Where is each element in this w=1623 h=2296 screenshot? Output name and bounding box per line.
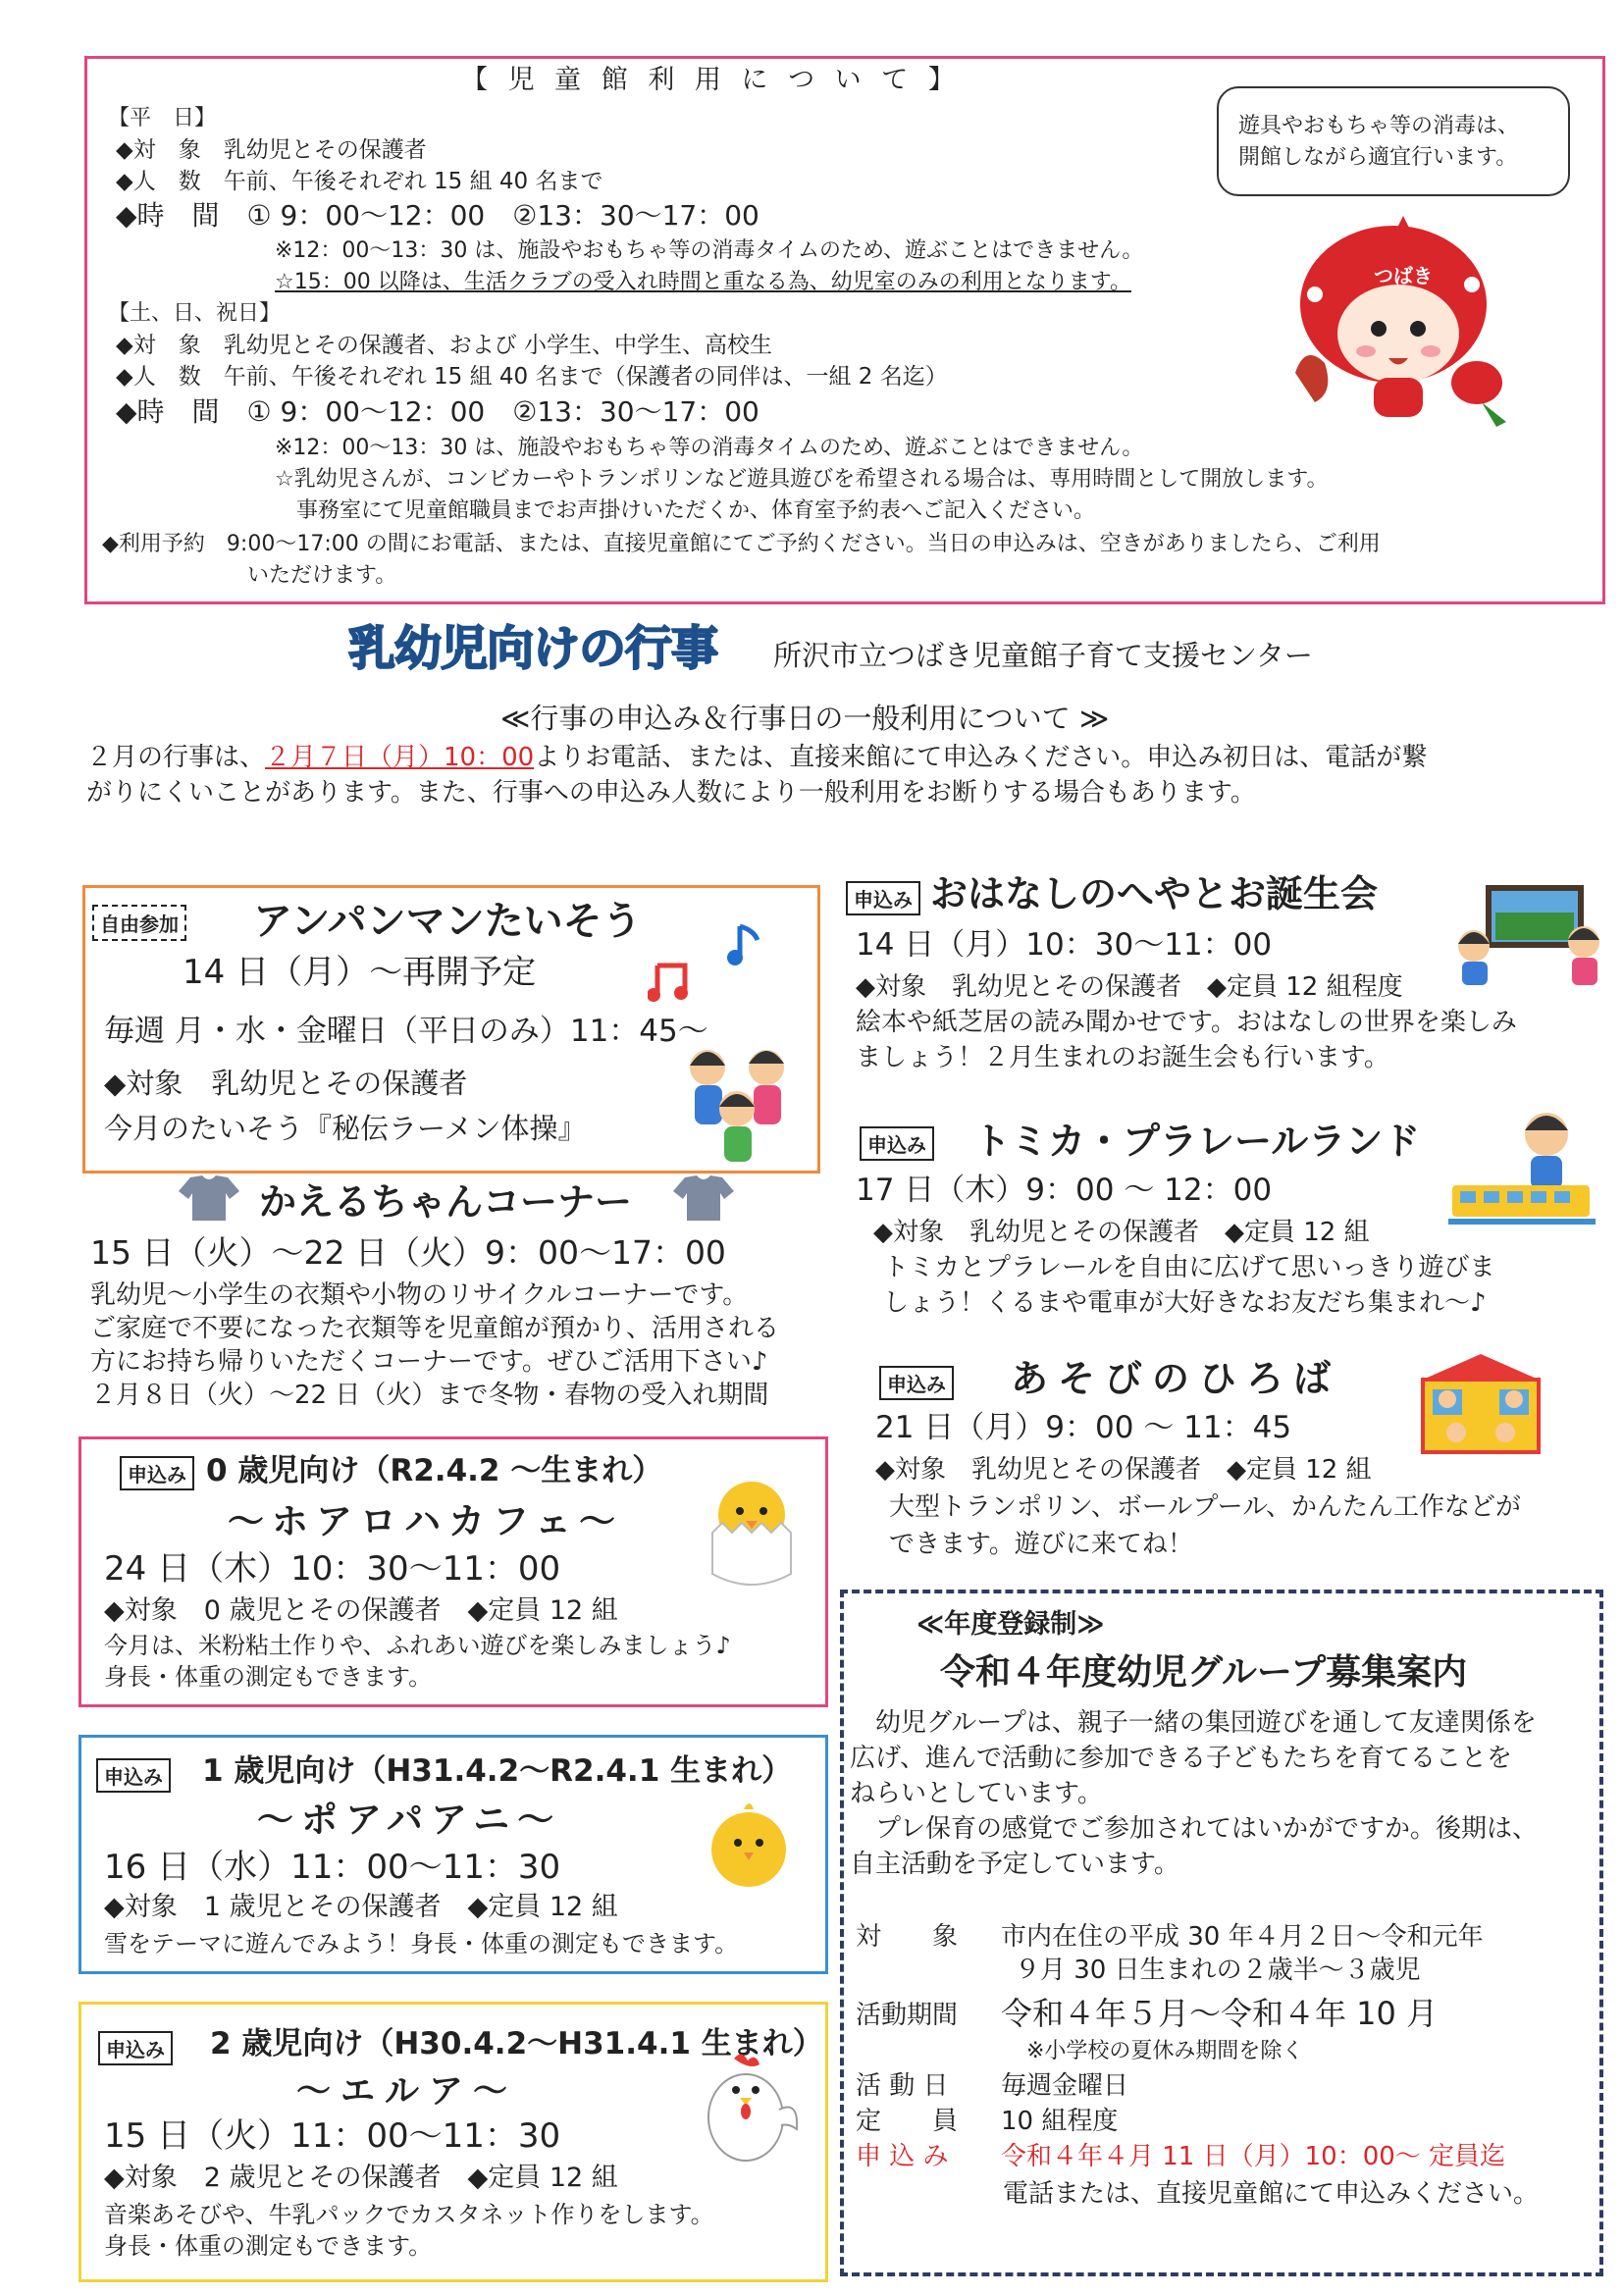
age2-date: 15 日（火）11：00～11：30: [104, 2116, 561, 2156]
group-target-value-1: 市内在住の平成 30 年４月２日～令和元年: [1001, 1922, 1484, 1952]
free-join-tag: 自由参加: [92, 905, 186, 941]
ohanashi-date: 14 日（月）10：30～11：00: [856, 927, 1273, 963]
age2-apply-tag: 申込み: [98, 2031, 173, 2065]
group-day-value: 毎週金曜日: [1001, 2071, 1129, 2101]
weekday-note-2: ☆15：00 以降は、生活クラブの受入れ時間と重なる為、幼児室のみの利用となります。: [275, 270, 1131, 294]
mascot-name: つばき: [1374, 264, 1433, 287]
age0-name: ～ホアロハカフェ～: [228, 1500, 624, 1542]
speech-bubble: [1217, 86, 1570, 196]
group-title: 令和４年度幼児グループ募集案内: [940, 1652, 1468, 1693]
asobi-target: ◆対象 乳幼児とその保護者 ◆定員 12 組: [875, 1455, 1372, 1485]
age1-apply-tag: 申込み: [96, 1758, 171, 1793]
anpanman-target: ◆対象 乳幼児とその保護者: [104, 1067, 468, 1100]
age1-target: ◆対象 1 歳児とその保護者 ◆定員 12 組: [104, 1892, 618, 1922]
age1-line-1: 雪をテーマに遊んでみよう！身長・体重の測定もできます。: [104, 1930, 739, 1957]
weekday-time: ◆時 間 ① 9：00～12：00 ②13：30～17：00: [116, 199, 759, 232]
ohanashi-line-1: 絵本や紙芝居の読み聞かせです。おはなしの世界を楽しみ: [856, 1008, 1517, 1037]
age1-title: 1 歳児向け（H31.4.2～R2.4.1 生まれ）: [202, 1753, 793, 1789]
rooster-icon: [695, 2051, 803, 2168]
kaeru-line-2: ご家庭で不要になった衣類等を児童館が預かり、活用される: [90, 1314, 780, 1343]
holiday-note-1: ※12：00～13：30 は、施設やおもちゃ等の消毒タイムのため、遊ぶことはできません。: [275, 436, 1144, 460]
usage-header: 【 児 童 館 利 用 に つ い て 】: [461, 65, 961, 95]
weekday-note-1: ※12：00～13：30 は、施設やおもちゃ等の消毒タイムのため、遊ぶことはできません。: [275, 238, 1144, 263]
asobi-line-2: できます。遊びに来てね！: [889, 1530, 1193, 1559]
section-subheading: ≪行事の申込み＆行事日の一般利用について ≫: [500, 702, 1110, 735]
music-note-icon: [726, 922, 765, 971]
anpanman-song: 今月のたいそう『秘伝ラーメン体操』: [104, 1112, 587, 1145]
group-capacity-value: 10 組程度: [1001, 2107, 1119, 2136]
group-period-value: 令和４年５月～令和４年 10 月: [1001, 1995, 1439, 2032]
playground-icon: [1417, 1350, 1544, 1458]
ohanashi-title: おはなしのへやとお誕生会: [930, 872, 1379, 915]
chick-icon: [705, 1796, 793, 1894]
kaeru-title: かえるちゃんコーナー: [259, 1180, 633, 1224]
weekday-target: ◆対 象 乳幼児とその保護者: [116, 137, 427, 163]
age0-date: 24 日（木）10：30～11：00: [104, 1549, 561, 1589]
anpanman-schedule: 毎週 月・水・金曜日（平日のみ）11：45～: [104, 1014, 708, 1049]
shirt-icon-right: [671, 1174, 736, 1223]
asobi-line-1: 大型トランポリン、ボールプール、かんたん工作などが: [889, 1492, 1522, 1522]
holiday-note-3: 事務室にて児童館職員までお声掛けいただくか、体育室予約表へご記入ください。: [296, 498, 1096, 523]
intro-line-1: [86, 744, 1427, 773]
exercising-children-icon: [663, 1038, 811, 1166]
ohanashi-line-2: ましょう！２月生まれのお誕生会も行います。: [856, 1043, 1389, 1072]
intro-text-a: ２月の行事は、: [86, 743, 266, 772]
group-p4: プレ保育の感覚でご参加されてはいかがですか。後期は、: [875, 1814, 1538, 1844]
kaeru-line-1: 乳幼児～小学生の衣類や小物のリサイクルコーナーです。: [90, 1280, 749, 1310]
holiday-label: 【土、日、祝日】: [108, 301, 282, 326]
asobi-title: あそびのひろば: [1011, 1357, 1341, 1400]
anpanman-date: 14 日（月）～再開予定: [183, 953, 537, 992]
age2-name: ～エルア～: [296, 2072, 518, 2112]
kaeru-date: 15 日（火）～22 日（火）9：00～17：00: [90, 1233, 726, 1272]
group-apply-value: 令和４年４月 11 日（月）10：00～ 定員迄: [1001, 2142, 1506, 2171]
tomica-apply-tag: 申込み: [860, 1126, 934, 1161]
double-music-note-icon: [648, 960, 693, 1003]
asobi-date: 21 日（月）9：00 ～ 11：45: [875, 1410, 1292, 1445]
group-target-label: 対 象: [856, 1922, 959, 1952]
age1-date: 16 日（水）11：00～11：30: [104, 1848, 561, 1887]
hatching-chick-icon: [703, 1464, 801, 1592]
section-title: 乳幼児向けの行事: [348, 621, 718, 676]
storytelling-icon: [1456, 879, 1603, 987]
ohanashi-target: ◆対象 乳幼児とその保護者 ◆定員 12 組程度: [856, 972, 1403, 1002]
anpanman-title: アンパンマンたいそう: [253, 899, 642, 944]
train-toy-icon: [1448, 1105, 1596, 1232]
group-apply-note: 電話または、直接児童館にて申込みください。: [1003, 2179, 1540, 2209]
age0-apply-tag: 申込み: [120, 1456, 194, 1490]
holiday-time: ◆時 間 ① 9：00～12：00 ②13：30～17：00: [116, 395, 759, 428]
age0-title: 0 歳児向け（R2.4.2 ～生まれ）: [206, 1453, 663, 1488]
group-day-label: 活 動 日: [856, 2071, 949, 2101]
kaeru-line-3: 方にお持ち帰りいただくコーナーです。ぜひご活用下さい♪: [90, 1347, 768, 1377]
tomica-target: ◆対象 乳幼児とその保護者 ◆定員 12 組: [873, 1218, 1370, 1247]
intro-line-2: がりにくいことがあります。また、行事への申込み人数により一般利用をお断りする場合もあります。: [86, 778, 1256, 808]
intro-date: ２月７日（月）10：00: [265, 743, 535, 772]
group-capacity-label: 定 員: [856, 2107, 959, 2136]
asobi-apply-tag: 申込み: [879, 1366, 954, 1400]
age2-title: 2 歳児向け（H30.4.2～H31.4.1 生まれ）: [210, 2026, 823, 2061]
age0-target: ◆対象 0 歳児とその保護者 ◆定員 12 組: [104, 1595, 618, 1626]
group-p5: 自主活動を予定しています。: [850, 1850, 1179, 1879]
holiday-target: ◆対 象 乳幼児とその保護者、および 小学生、中学生、高校生: [116, 333, 772, 358]
group-sub: ≪年度登録制≫: [916, 1609, 1105, 1640]
holiday-number: ◆人 数 午前、午後それぞれ 15 組 40 名まで（保護者の同伴は、一組 2 名迄）: [116, 364, 948, 390]
age2-line-2: 身長・体重の測定もできます。: [104, 2232, 433, 2260]
tsubaki-mascot-icon: [1276, 196, 1531, 432]
tomica-title: トミカ・プラレールランド: [973, 1120, 1421, 1163]
tomica-line-1: トミカとプラレールを自由に広げて思いっきり遊びま: [883, 1253, 1495, 1282]
ohanashi-apply-tag: 申込み: [846, 881, 920, 915]
age0-line-2: 身長・体重の測定もできます。: [104, 1663, 433, 1691]
group-period-label: 活動期間: [856, 2001, 959, 2030]
reserve-line-1: ◆利用予約 9:00～17:00 の間にお電話、または、直接児童館にてご予約ください。当日の申込みは、空きがありましたら、ご利用: [102, 532, 1381, 556]
group-p3: ねらいとしています。: [850, 1779, 1103, 1808]
weekday-label: 【平 日】: [108, 106, 217, 130]
kaeru-line-4: ２月８日（火）～22 日（火）まで冬物・春物の受入れ期間: [90, 1381, 769, 1410]
bubble-line-2: 開館しながら適宜行います。: [1238, 145, 1518, 170]
section-org: 所沢市立つばき児童館子育て支援センター: [773, 639, 1313, 672]
age0-line-1: 今月は、米粉粘土作りや、ふれあい遊びを楽しみましょう♪: [104, 1632, 731, 1659]
age2-line-1: 音楽あそびや、牛乳パックでカスタネット作りをします。: [104, 2201, 714, 2228]
intro-text-b: よりお電話、または、直接来館にて申込みください。申込み初日は、電話が繋: [534, 743, 1428, 772]
age2-target: ◆対象 2 歳児とその保護者 ◆定員 12 組: [104, 2163, 618, 2193]
group-p1: 幼児グループは、親子一緒の集団遊びを通して友達関係を: [875, 1708, 1537, 1738]
tomica-date: 17 日（木）9：00 ～ 12：00: [856, 1173, 1273, 1208]
group-target-value-2: ９月 30 日生まれの２歳半～３歳児: [1015, 1956, 1421, 1985]
shirt-icon: [177, 1174, 241, 1223]
tomica-line-2: しょう！くるまや電車が大好きなお友だち集まれ～♪: [883, 1288, 1487, 1318]
reserve-line-2: いただけます。: [247, 563, 397, 588]
group-period-note: ※小学校の夏休み期間を除く: [1026, 2039, 1304, 2063]
weekday-number: ◆人 数 午前、午後それぞれ 15 組 40 名まで: [116, 169, 603, 194]
holiday-note-2: ☆乳幼児さんが、コンビカーやトランポリンなど遊具遊びを希望される場合は、専用時間として開放します。: [275, 467, 1329, 492]
group-apply-label: 申 込 み: [856, 2142, 949, 2171]
bubble-line-1: 遊具やおもちゃ等の消毒は、: [1238, 114, 1520, 138]
age1-name: ～ポアパアニ～: [257, 1799, 562, 1841]
group-p2: 広げ、進んで活動に参加できる子どもたちを育てることを: [850, 1744, 1512, 1773]
